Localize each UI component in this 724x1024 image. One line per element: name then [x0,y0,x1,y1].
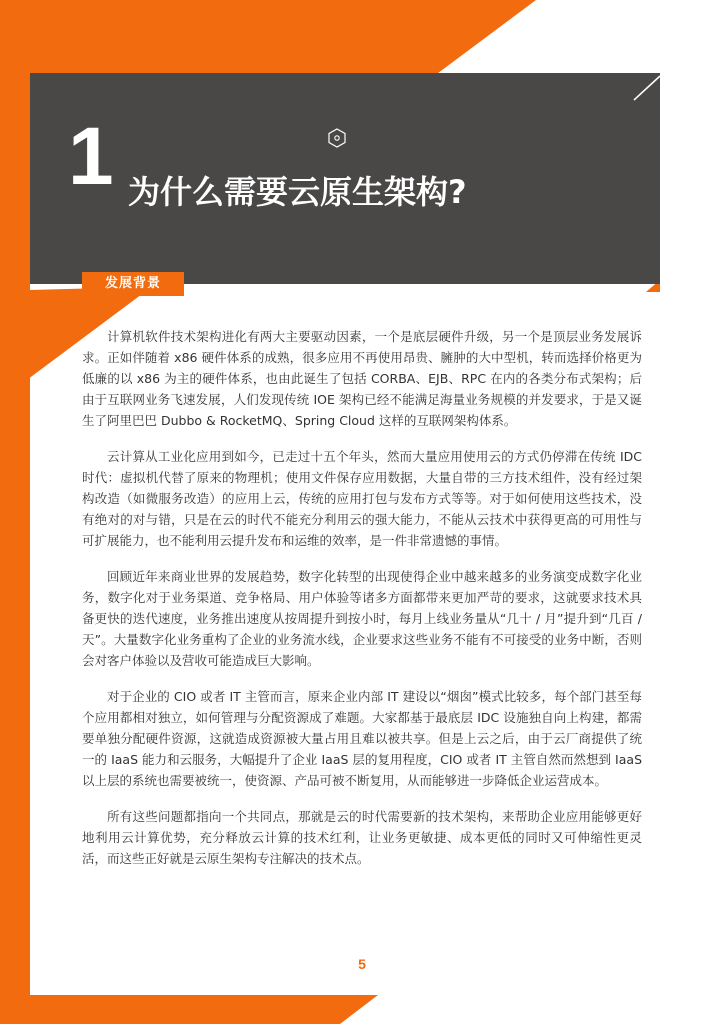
left-orange-strip [0,290,30,1024]
hexagon-icon [328,128,346,148]
paragraph: 所有这些问题都指向一个共同点，那就是云的时代需要新的技术架构，来帮助企业应用能够更好地利用云计算优势，充分释放云计算的技术红利，让业务更敏捷、成本更低的同时又可伸缩性更灵活，而这些正好就是云原生架构专注解决的技术点。 [82,809,642,866]
paragraph: 对于企业的 CIO 或者 IT 主管而言，原来企业内部 IT 建设以“烟囱”模式比较多，每个部门甚至每个应用都相对独立，如何管理与分配资源成了难题。大家都基于最底层 IDC 设施独自向上构建，都需要单独分配硬件资源，这就造成资源被大量占用且难以被共享。但是上云之后，由于云厂商提供了统一的 IaaS 能力和云服务，大幅提升了企业 IaaS 层的复用程度，CIO 或者 IT 主管自然而然想到 IaaS 以上层的系统也需要被统一，使资源、产品可被不断复用，从而能够进一步降低企业运营成本。 [82,689,642,788]
page-title: 为什么需要云原生架构? [128,173,467,211]
paragraph: 回顾近年来商业世界的发展趋势，数字化转型的出现使得企业中越来越多的业务演变成数字化业务，数字化对于业务渠道、竞争格局、用户体验等诸多方面都带来更加严苛的要求，这就要求技术具备更快的迭代速度，业务推出速度从按周提升到按小时，每月上线业务量从“几十 / 月”提升到“几百 / 天”。大量数字化业务重构了企业的业务流水线，企业要求这些业务不能有不可接受的业务中断，否则会对客户体验以及营收可能造成巨大影响。 [82,569,642,668]
section-tag: 发展背景 [82,272,184,296]
section-number: 1 [68,111,114,202]
page-number: 5 [358,956,366,972]
paragraph: 云计算从工业化应用到如今，已走过十五个年头，然而大量应用使用云的方式仍停滞在传统 IDC 时代：虚拟机代替了原来的物理机；使用文件保存应用数据，大量自带的三方技术组件，没有经过架构改造（如微服务改造）的应用上云，传统的应用打包与发布方式等等。对于如何使用这些技术，没有绝对的对与错，只是在云的时代不能充分利用云的强大能力，不能从云技术中获得更高的可用性与可扩展能力，也不能利用云提升发布和运维的效率，是一件非常遗憾的事情。 [82,449,642,548]
bottom-orange-wedge [0,995,378,1024]
paragraph: 计算机软件技术架构进化有两大主要驱动因素，一个是底层硬件升级，另一个是顶层业务发展诉求。正如伴随着 x86 硬件体系的成熟，很多应用不再使用昂贵、臃肿的大中型机，转而选择价格更为低廉的以 x86 为主的硬件体系，也由此诞生了包括 CORBA、EJB、RPC 在内的各类分布式架构；后由于互联网业务飞速发展，人们发现传统 IOE 架构已经不能满足海量业务规模的并发要求，于是又诞生了阿里巴巴 Dubbo & RocketMQ、Spring Cloud 这样的互联网架构体系。 [82,329,642,428]
body-text [82,326,642,884]
